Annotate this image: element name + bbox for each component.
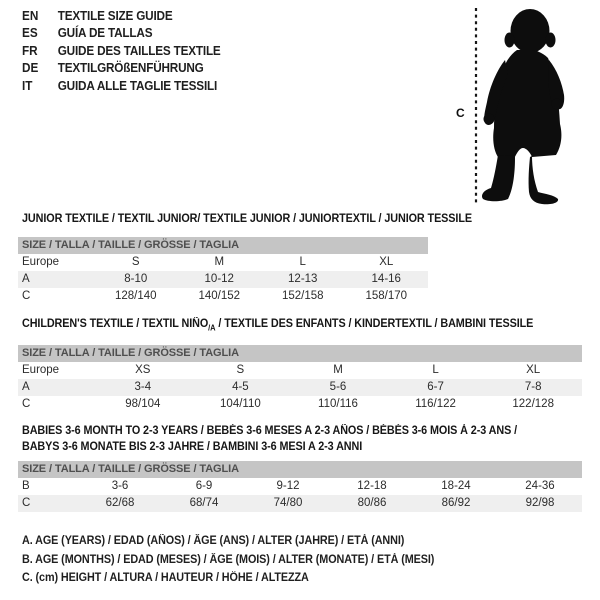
age-cell: 4-5 [192,379,290,396]
age-cell: 24-36 [525,480,555,492]
age-cell: 10-12 [178,271,262,288]
table-row [18,362,582,379]
age-cell: 5-6 [289,379,387,396]
age-cell: 18-24 [441,480,471,492]
language-row [22,42,221,60]
height-measure-label: C [456,106,465,120]
height-cell: 62/68 [78,495,162,512]
size-cell: XL [526,364,541,376]
size-cell: S [131,256,140,268]
guide-title: TEXTILE SIZE GUIDE [57,8,173,23]
note-height-cm: C. (cm) HEIGHT / ALTURA / HAUTEUR / HÖHE / ALTEZZA [22,572,309,584]
row-label: A [18,379,94,396]
height-cell: 122/128 [512,398,554,410]
table-row [18,254,428,271]
height-cell: 92/98 [498,495,582,512]
size-cell: XL [379,256,394,268]
age-cell: 6-7 [387,379,485,396]
height-cell: 98/104 [125,398,161,410]
size-cell: M [333,364,343,376]
table-row [18,379,582,396]
language-code: EN [22,8,39,23]
age-cell: 6-9 [195,480,213,492]
height-cell: 86/92 [414,495,498,512]
size-header-bar: SIZE / TALLA / TAILLE / GRÖSSE / TAGLIA [18,461,582,478]
row-label: C [18,495,78,512]
note-age-years: A. AGE (YEARS) / EDAD (AÑOS) / ÂGE (ANS) / ALTER (JAHRE) / ETÀ (ANNI) [22,535,405,547]
row-label: B [22,480,30,492]
table-row [18,288,428,305]
junior-size-table [18,237,428,305]
toddler-body [482,9,564,204]
size-cell: L [432,364,439,376]
age-cell: 9-12 [276,480,300,492]
language-row [22,25,221,43]
age-cell: 12-18 [357,480,387,492]
children-title-post: / TEXTILE DES ENFANTS / KINDERTEXTIL / BAMBINI TESSILE [215,318,534,330]
guide-title: GUIDA ALLE TAGLIE TESSILI [57,78,218,93]
row-label: C [22,398,31,410]
guide-title: GUIDE DES TAILLES TEXTILE [57,43,221,58]
age-cell: 3-4 [94,379,192,396]
language-code: IT [22,78,33,93]
toddler-silhouette [445,0,597,212]
note-age-months: B. AGE (MONTHS) / EDAD (MESES) / ÂGE (MOIS) / ALTER (MONATE) / ETÀ (MESI) [22,553,435,566]
age-cell: 12-13 [261,271,345,288]
height-cell: 80/86 [330,495,414,512]
height-cell: 110/116 [318,398,358,410]
junior-section-title: JUNIOR TEXTILE / TEXTIL JUNIOR/ TEXTILE JUNIOR / JUNIORTEXTIL / JUNIOR TESSILE [22,213,472,225]
toddler-figure [445,0,597,212]
children-title-pre: CHILDREN'S TEXTILE / TEXTIL NIÑO [22,318,209,330]
guide-title: GUÍA DE TALLAS [57,26,153,41]
babies-title-line2: BABYS 3-6 MONATE BIS 2-3 JAHRE / BAMBINI 3-6 MESI A 2-3 ANNI [22,440,363,453]
table-row [18,495,582,512]
row-label: Europe [22,256,60,268]
children-title-sub: /A [208,323,216,333]
language-row [22,7,221,25]
guide-title: TEXTILGRÖßENFÜHRUNG [57,61,204,76]
age-cell: 14-16 [345,271,429,288]
height-cell: 140/152 [198,290,241,302]
babies-title-line1: BABIES 3-6 MONTH TO 2-3 YEARS / BEBÉS 3-6 MESES A 2-3 AÑOS / BÉBÉS 3-6 MOIS À 2-3 ANS / [22,425,518,437]
height-cell: 152/158 [281,290,324,302]
row-label: C [22,290,31,302]
language-row [22,60,221,78]
age-cell: 8-10 [94,271,178,288]
language-title-list [22,7,233,95]
height-cell: 104/110 [220,398,261,410]
size-header-bar: SIZE / TALLA / TAILLE / GRÖSSE / TAGLIA [18,237,428,254]
children-size-table [18,345,582,413]
size-cell: L [299,256,306,268]
table-row [18,396,582,413]
legend-notes [22,532,461,588]
children-section-title [22,318,533,332]
row-label: A [18,271,94,288]
row-label: Europe [22,364,60,376]
language-code: DE [22,61,39,76]
babies-size-table [18,461,582,512]
height-cell: 116/122 [415,398,456,410]
language-code: FR [22,43,38,58]
height-cell: 68/74 [162,495,246,512]
height-cell: 74/80 [246,495,330,512]
language-code: ES [22,26,38,41]
size-header-bar: SIZE / TALLA / TAILLE / GRÖSSE / TAGLIA [18,345,582,362]
height-cell: 158/170 [365,290,408,302]
age-cell: 7-8 [484,379,582,396]
babies-section-title [22,424,549,455]
height-cell: 128/140 [114,290,157,302]
language-row [22,77,221,95]
age-cell: 3-6 [111,480,129,492]
size-cell: S [236,364,245,376]
table-row [18,478,582,495]
size-cell: M [214,256,225,268]
size-cell: XS [135,364,151,376]
table-row [18,271,428,288]
